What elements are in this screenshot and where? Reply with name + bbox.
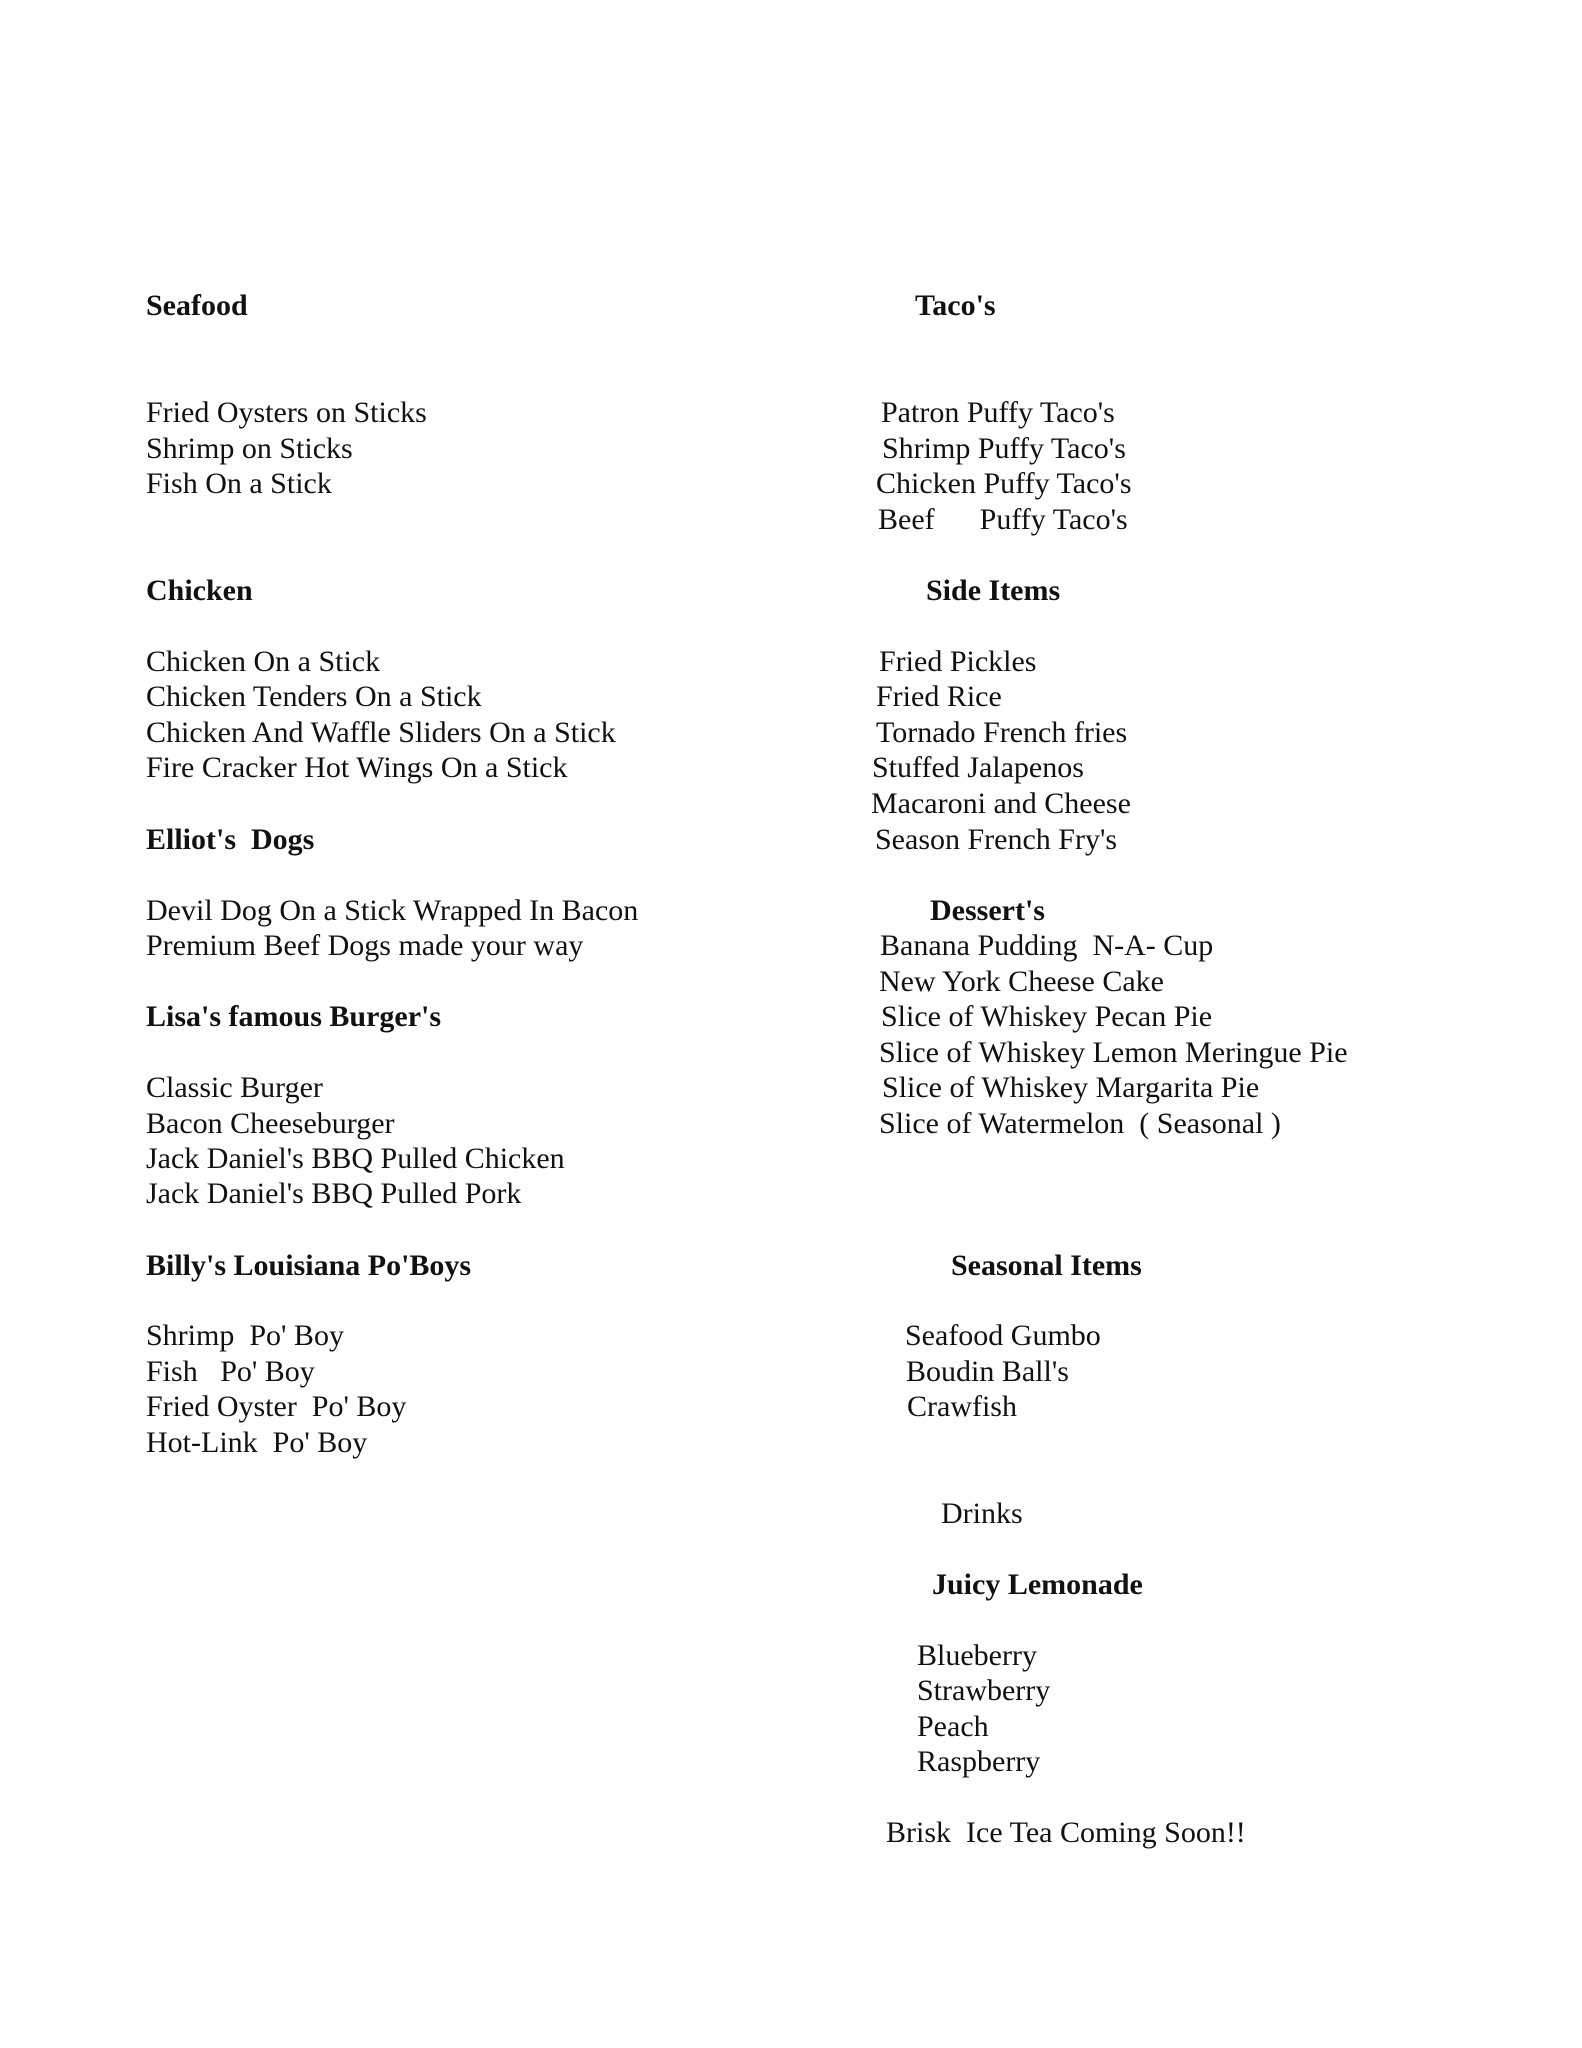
menu-item: Premium Beef Dogs made your way	[146, 929, 584, 962]
menu-item: Fried Oysters on Sticks	[146, 396, 427, 429]
menu-item: Blueberry	[917, 1639, 1037, 1672]
drinks-label: Drinks	[941, 1497, 1023, 1530]
menu-item: New York Cheese Cake	[879, 965, 1164, 998]
menu-item: Fish Po' Boy	[146, 1355, 315, 1388]
menu-item: Jack Daniel's BBQ Pulled Chicken	[146, 1142, 565, 1175]
menu-item: Macaroni and Cheese	[871, 787, 1131, 820]
seasonal-heading: Seasonal Items	[951, 1249, 1142, 1282]
menu-item: Beef Puffy Taco's	[878, 503, 1128, 536]
ice-tea-note: Brisk Ice Tea Coming Soon!!	[886, 1816, 1246, 1849]
menu-item: Chicken Puffy Taco's	[876, 467, 1132, 500]
menu-item: Stuffed Jalapenos	[872, 751, 1084, 784]
menu-item: Hot-Link Po' Boy	[146, 1426, 368, 1459]
menu-item: Season French Fry's	[875, 823, 1118, 856]
menu-item: Fish On a Stick	[146, 467, 332, 500]
poboys-heading: Billy's Louisiana Po'Boys	[146, 1249, 472, 1282]
menu-item: Bacon Cheeseburger	[146, 1107, 395, 1140]
menu-item: Peach	[917, 1710, 989, 1743]
menu-item: Shrimp Puffy Taco's	[882, 432, 1126, 465]
menu-item: Fried Rice	[876, 680, 1002, 713]
menu-item: Slice of Whiskey Pecan Pie	[881, 1000, 1213, 1033]
chicken-heading: Chicken	[146, 574, 253, 607]
seafood-heading: Seafood	[146, 289, 248, 322]
menu-item: Tornado French fries	[876, 716, 1128, 749]
menu-item: Seafood Gumbo	[905, 1319, 1101, 1352]
desserts-heading: Dessert's	[930, 894, 1045, 927]
sides-heading: Side Items	[926, 574, 1061, 607]
menu-item: Chicken Tenders On a Stick	[146, 680, 482, 713]
menu-item: Slice of Watermelon ( Seasonal )	[879, 1107, 1281, 1140]
menu-item: Fried Pickles	[879, 645, 1037, 678]
menu-item: Classic Burger	[146, 1071, 323, 1104]
lemonade-heading: Juicy Lemonade	[932, 1568, 1143, 1601]
menu-item: Boudin Ball's	[906, 1355, 1069, 1388]
dogs-heading: Elliot's Dogs	[146, 823, 315, 856]
burgers-heading: Lisa's famous Burger's	[146, 1000, 442, 1033]
menu-item: Patron Puffy Taco's	[881, 396, 1115, 429]
menu-item: Crawfish	[907, 1390, 1017, 1423]
menu-item: Chicken On a Stick	[146, 645, 381, 678]
menu-item: Banana Pudding N-A- Cup	[880, 929, 1214, 962]
tacos-heading: Taco's	[915, 289, 996, 322]
menu-item: Fire Cracker Hot Wings On a Stick	[146, 751, 568, 784]
menu-item: Jack Daniel's BBQ Pulled Pork	[146, 1177, 522, 1210]
menu-item: Slice of Whiskey Margarita Pie	[882, 1071, 1260, 1104]
menu-item: Shrimp on Sticks	[146, 432, 353, 465]
menu-item: Chicken And Waffle Sliders On a Stick	[146, 716, 616, 749]
menu-item: Devil Dog On a Stick Wrapped In Bacon	[146, 894, 639, 927]
menu-item: Raspberry	[917, 1745, 1041, 1778]
menu-item: Strawberry	[917, 1674, 1051, 1707]
menu-item: Shrimp Po' Boy	[146, 1319, 344, 1352]
menu-item: Fried Oyster Po' Boy	[146, 1390, 407, 1423]
menu-item: Slice of Whiskey Lemon Meringue Pie	[879, 1036, 1348, 1069]
